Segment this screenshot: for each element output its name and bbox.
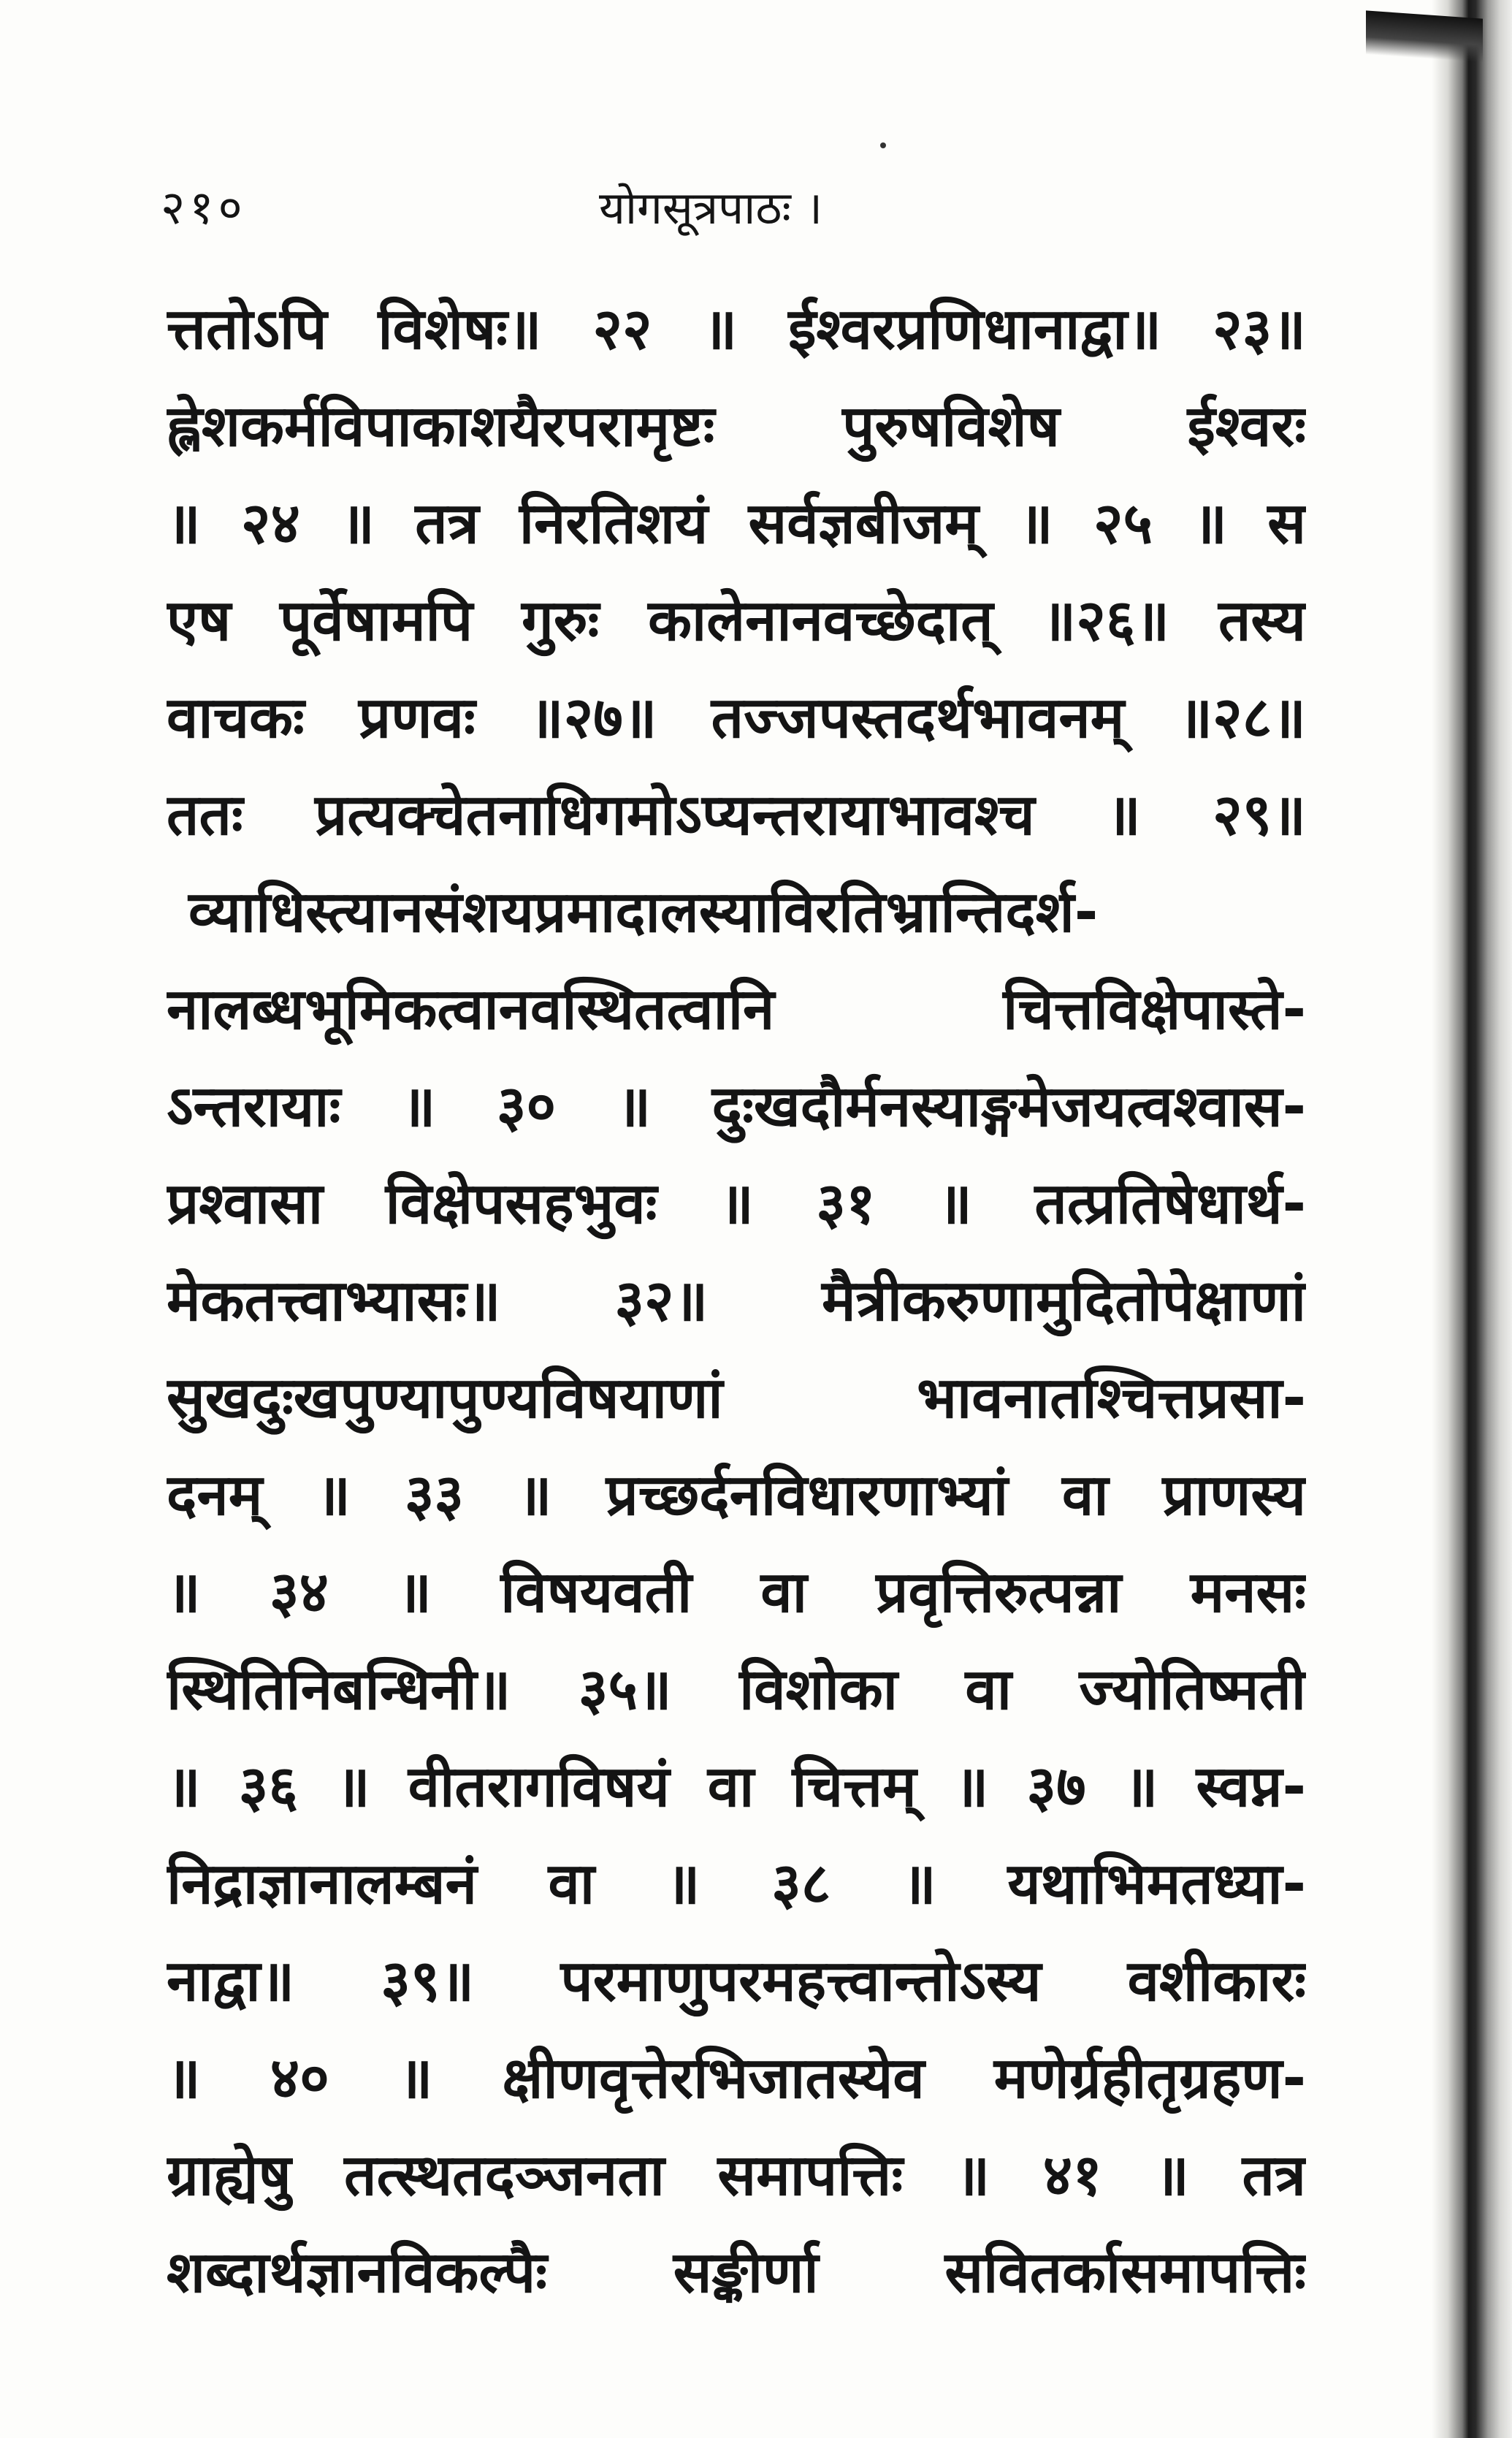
page-number: २१० — [161, 181, 247, 235]
text-line-17: निद्राज्ञानालम्बनं वा ॥ ३८ ॥ यथाभिमतध्या- — [167, 1851, 1306, 1917]
sutra-text-block — [167, 281, 1306, 2322]
text-line-21: शब्दार्थज्ञानविकल्पैः सङ्कीर्णा सवितर्कासमापत्तिः — [167, 2240, 1306, 2306]
text-line-15: स्थितिनिबन्धिनी॥ ३५॥ विशोका वा ज्योतिष्मती — [167, 1657, 1306, 1723]
text-line-16: ॥ ३६ ॥ वीतरागविषयं वा चित्तम् ॥ ३७ ॥ स्वप्न- — [167, 1754, 1306, 1820]
book-binding-shadow — [1432, 0, 1512, 2438]
page-header — [161, 172, 1300, 245]
text-line-13: दनम् ॥ ३३ ॥ प्रच्छर्दनविधारणाभ्यां वा प्राणस्य — [167, 1463, 1306, 1528]
binding-edge-shadow — [1366, 10, 1483, 62]
text-line-14: ॥ ३४ ॥ विषयवती वा प्रवृत्तिरुत्पन्ना मनसः — [167, 1560, 1306, 1626]
text-line-8: नालब्धभूमिकत्वानवस्थितत्वानि चित्तविक्षेपास्ते- — [167, 977, 1306, 1043]
running-title: योगसूत्रपाठः । — [599, 181, 823, 235]
text-line-6: ततः प्रत्यक्चेतनाधिगमोऽप्यन्तरायाभावश्च ॥ २९॥ — [167, 782, 1306, 848]
print-speck — [880, 142, 886, 148]
text-line-12: सुखदुःखपुण्यापुण्यविषयाणां भावनातश्चित्तप्रसा- — [167, 1365, 1306, 1431]
text-line-18: नाद्वा॥ ३९॥ परमाणुपरमहत्त्वान्तोऽस्य वशीकारः — [167, 1949, 1306, 2014]
text-line-1: त्ततोऽपि विशेषः॥ २२ ॥ ईश्वरप्रणिधानाद्वा॥ २३॥ — [167, 297, 1306, 362]
text-line-19: ॥ ४० ॥ क्षीणवृत्तेरभिजातस्येव मणेर्ग्रहीतृग्रहण- — [167, 2046, 1306, 2111]
text-line-5: वाचकः प्रणवः ॥२७॥ तज्जपस्तदर्थभावनम् ॥२८॥ — [167, 685, 1306, 751]
text-line-20: ग्राह्येषु तत्स्थतदञ्जनता समापत्तिः ॥ ४१ ॥ तत्र — [167, 2143, 1306, 2209]
text-line-4: एष पूर्वेषामपि गुरुः कालेनानवच्छेदात् ॥२६॥ तस्य — [167, 588, 1306, 654]
text-line-9: ऽन्तरायाः ॥ ३० ॥ दुःखदौर्मनस्याङ्गमेजयत्वश्वास- — [167, 1074, 1306, 1140]
text-line-2: ह्लेशकर्मविपाकाशयैरपरामृष्टः पुरुषविशेष ईश्वरः — [167, 394, 1306, 460]
text-line-10: प्रश्वासा विक्षेपसहभुवः ॥ ३१ ॥ तत्प्रतिषेधार्थ- — [167, 1171, 1306, 1237]
text-line-3: ॥ २४ ॥ तत्र निरतिशयं सर्वज्ञबीजम् ॥ २५ ॥ स — [167, 491, 1306, 557]
text-line-11: मेकतत्त्वाभ्यासः॥ ३२॥ मैत्रीकरुणामुदितोपेक्षाणां — [167, 1268, 1306, 1334]
text-line-7: व्याधिस्त्यानसंशयप्रमादालस्याविरतिभ्रान्तिदर्श- — [188, 880, 1099, 945]
